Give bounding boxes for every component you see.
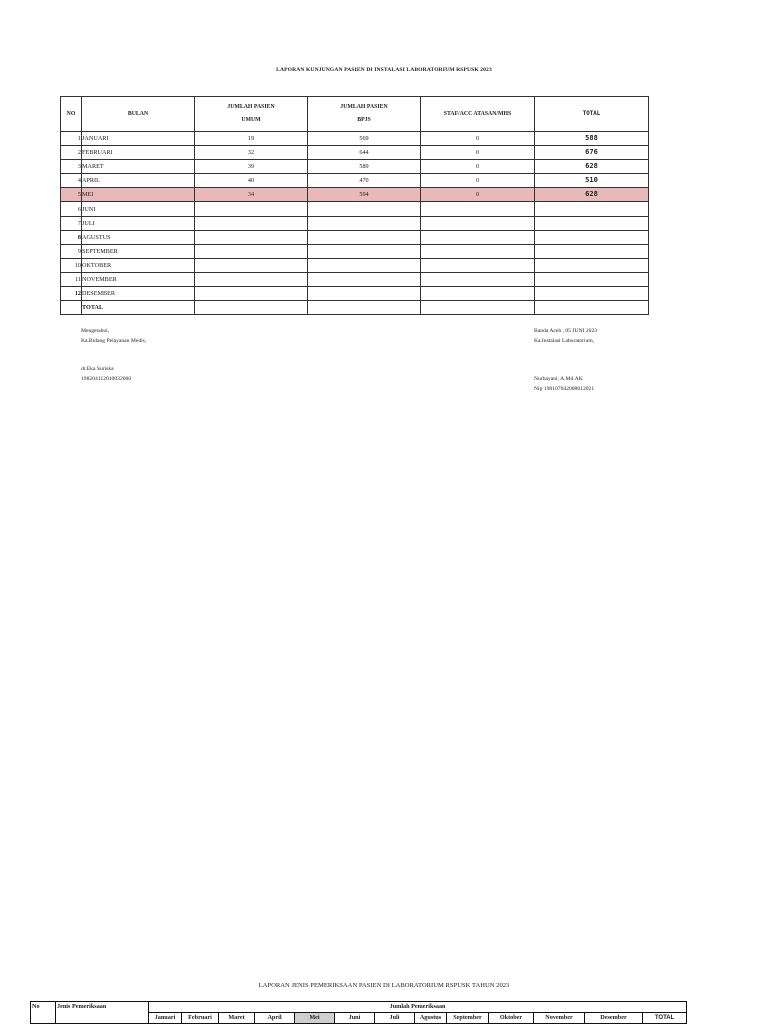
header-total: TOTAL — [535, 97, 649, 132]
table-row — [61, 202, 649, 216]
cell-staf — [421, 244, 535, 258]
cell-staf: 0 — [421, 174, 535, 188]
table-row — [61, 146, 649, 160]
examination-table — [30, 1001, 687, 1024]
cell-total — [535, 272, 649, 286]
cell-staf — [421, 202, 535, 216]
table-row-highlighted — [61, 188, 649, 202]
cell-total: 628 — [535, 188, 649, 202]
cell-umum — [195, 258, 308, 272]
cell-total — [535, 244, 649, 258]
cell-bpjs: 569 — [308, 132, 421, 146]
header-month: Januari — [149, 1013, 182, 1024]
header-jenis: Jenis Pemeriksaan — [56, 1002, 149, 1024]
cell-no: 1 — [61, 132, 82, 146]
cell-bpjs — [308, 301, 421, 315]
cell-bulan: FEBRUARI — [82, 146, 195, 160]
header-month: Juni — [335, 1013, 375, 1024]
cell-no: 4 — [61, 174, 82, 188]
cell-bpjs: 594 — [308, 188, 421, 202]
report-title: LAPORAN KUNJUNGAN PASIEN DI INSTALASI LABORATORIUM RSPUSK 2023 — [276, 67, 492, 73]
cell-staf — [421, 272, 535, 286]
cell-no: 2 — [61, 146, 82, 160]
header-month: November — [534, 1013, 585, 1024]
cell-total — [535, 301, 649, 315]
signature-left-name: dr.Eka Suriska 198204112010032000 — [81, 366, 132, 382]
cell-total — [535, 287, 649, 301]
cell-bulan: DESEMBER — [82, 287, 195, 301]
cell-bpjs — [308, 258, 421, 272]
cell-staf — [421, 301, 535, 315]
table-row — [61, 132, 649, 146]
signature-right-name: Nurhayani, A.Md.AK Nip 198107042008012021 — [534, 376, 595, 392]
header-month: Mei — [295, 1013, 335, 1024]
header-month: Februari — [182, 1013, 219, 1024]
cell-total: 628 — [535, 160, 649, 174]
cell-total: 588 — [535, 132, 649, 146]
cell-no: 7 — [61, 216, 82, 230]
header-total: TOTAL — [643, 1013, 687, 1024]
header-jumlah: Jumlah Pemeriksaan — [149, 1002, 687, 1013]
header-bpjs: JUMLAH PASIEN BPJS — [308, 97, 421, 132]
header-month: Oktober — [489, 1013, 534, 1024]
cell-bpjs — [308, 202, 421, 216]
cell-total — [535, 202, 649, 216]
table-row — [61, 272, 649, 286]
cell-bpjs — [308, 287, 421, 301]
cell-bpjs — [308, 272, 421, 286]
cell-bulan: JANUARI — [82, 132, 195, 146]
cell-umum: 32 — [195, 146, 308, 160]
signature-left-heading: Mengetahui, Ka.Bidang Pelayanan Medis, — [81, 328, 147, 344]
header-month: Desember — [585, 1013, 643, 1024]
cell-umum — [195, 272, 308, 286]
header-no: No — [31, 1002, 56, 1024]
cell-no: 9 — [61, 244, 82, 258]
cell-no — [61, 301, 82, 315]
cell-no: 3 — [61, 160, 82, 174]
cell-no: 5 — [61, 188, 82, 202]
cell-umum: 34 — [195, 188, 308, 202]
cell-no: 8 — [61, 230, 82, 244]
cell-staf — [421, 258, 535, 272]
total-label: TOTAL — [82, 301, 195, 315]
table-row — [61, 160, 649, 174]
header-month: Agustus — [415, 1013, 447, 1024]
cell-umum — [195, 202, 308, 216]
cell-umum: 39 — [195, 160, 308, 174]
cell-no: 6 — [61, 202, 82, 216]
cell-staf — [421, 216, 535, 230]
cell-bulan: MARET — [82, 160, 195, 174]
cell-total: 676 — [535, 146, 649, 160]
cell-umum: 19 — [195, 132, 308, 146]
cell-umum — [195, 287, 308, 301]
table-total-row — [61, 301, 649, 315]
cell-no: 12 — [61, 287, 82, 301]
table-header-row — [31, 1002, 687, 1013]
table-row — [61, 174, 649, 188]
cell-staf: 0 — [421, 146, 535, 160]
header-month: Maret — [219, 1013, 255, 1024]
cell-bulan: JULI — [82, 216, 195, 230]
cell-umum — [195, 244, 308, 258]
patient-visit-table — [60, 96, 649, 315]
cell-umum: 40 — [195, 174, 308, 188]
table-row — [61, 230, 649, 244]
cell-bulan: SEPTEMBER — [82, 244, 195, 258]
signature-right-heading: Banda Aceh , 05 JUNI 2023 Ka.Instalasi Laboratorium, — [534, 328, 598, 344]
cell-total: 510 — [535, 174, 649, 188]
header-staf: STAF/ACC ATASAN/MHS — [421, 97, 535, 132]
cell-no: 10 — [61, 258, 82, 272]
report2-title: LAPORAN JENIS PEMERIKSAAN PASIEN DI LABORATORIUM RSPUSK TAHUN 2023 — [258, 982, 510, 989]
cell-bpjs: 589 — [308, 160, 421, 174]
cell-bulan: NOVEMBER — [82, 272, 195, 286]
cell-total — [535, 230, 649, 244]
cell-bpjs — [308, 216, 421, 230]
header-month: Juli — [375, 1013, 415, 1024]
cell-total — [535, 216, 649, 230]
cell-bpjs: 470 — [308, 174, 421, 188]
cell-bpjs — [308, 230, 421, 244]
cell-total — [535, 258, 649, 272]
cell-staf — [421, 230, 535, 244]
cell-staf — [421, 287, 535, 301]
header-month: April — [255, 1013, 295, 1024]
table-row — [61, 244, 649, 258]
cell-bpjs: 644 — [308, 146, 421, 160]
cell-staf: 0 — [421, 188, 535, 202]
cell-bulan: APRIL — [82, 174, 195, 188]
header-month: September — [447, 1013, 489, 1024]
table-row — [61, 287, 649, 301]
cell-staf: 0 — [421, 160, 535, 174]
cell-bpjs — [308, 244, 421, 258]
header-no: NO — [61, 97, 82, 132]
cell-bulan: JUNI — [82, 202, 195, 216]
cell-bulan: AGUSTUS — [82, 230, 195, 244]
cell-umum — [195, 301, 308, 315]
table-row — [61, 258, 649, 272]
header-umum: JUMLAH PASIEN UMUM — [195, 97, 308, 132]
cell-no: 11 — [61, 272, 82, 286]
cell-bulan: OKTOBER — [82, 258, 195, 272]
cell-umum — [195, 230, 308, 244]
cell-bulan: MEI — [82, 188, 195, 202]
table-header-row — [61, 97, 649, 132]
header-bulan: BULAN — [82, 97, 195, 132]
cell-umum — [195, 216, 308, 230]
cell-staf: 0 — [421, 132, 535, 146]
table-row — [61, 216, 649, 230]
